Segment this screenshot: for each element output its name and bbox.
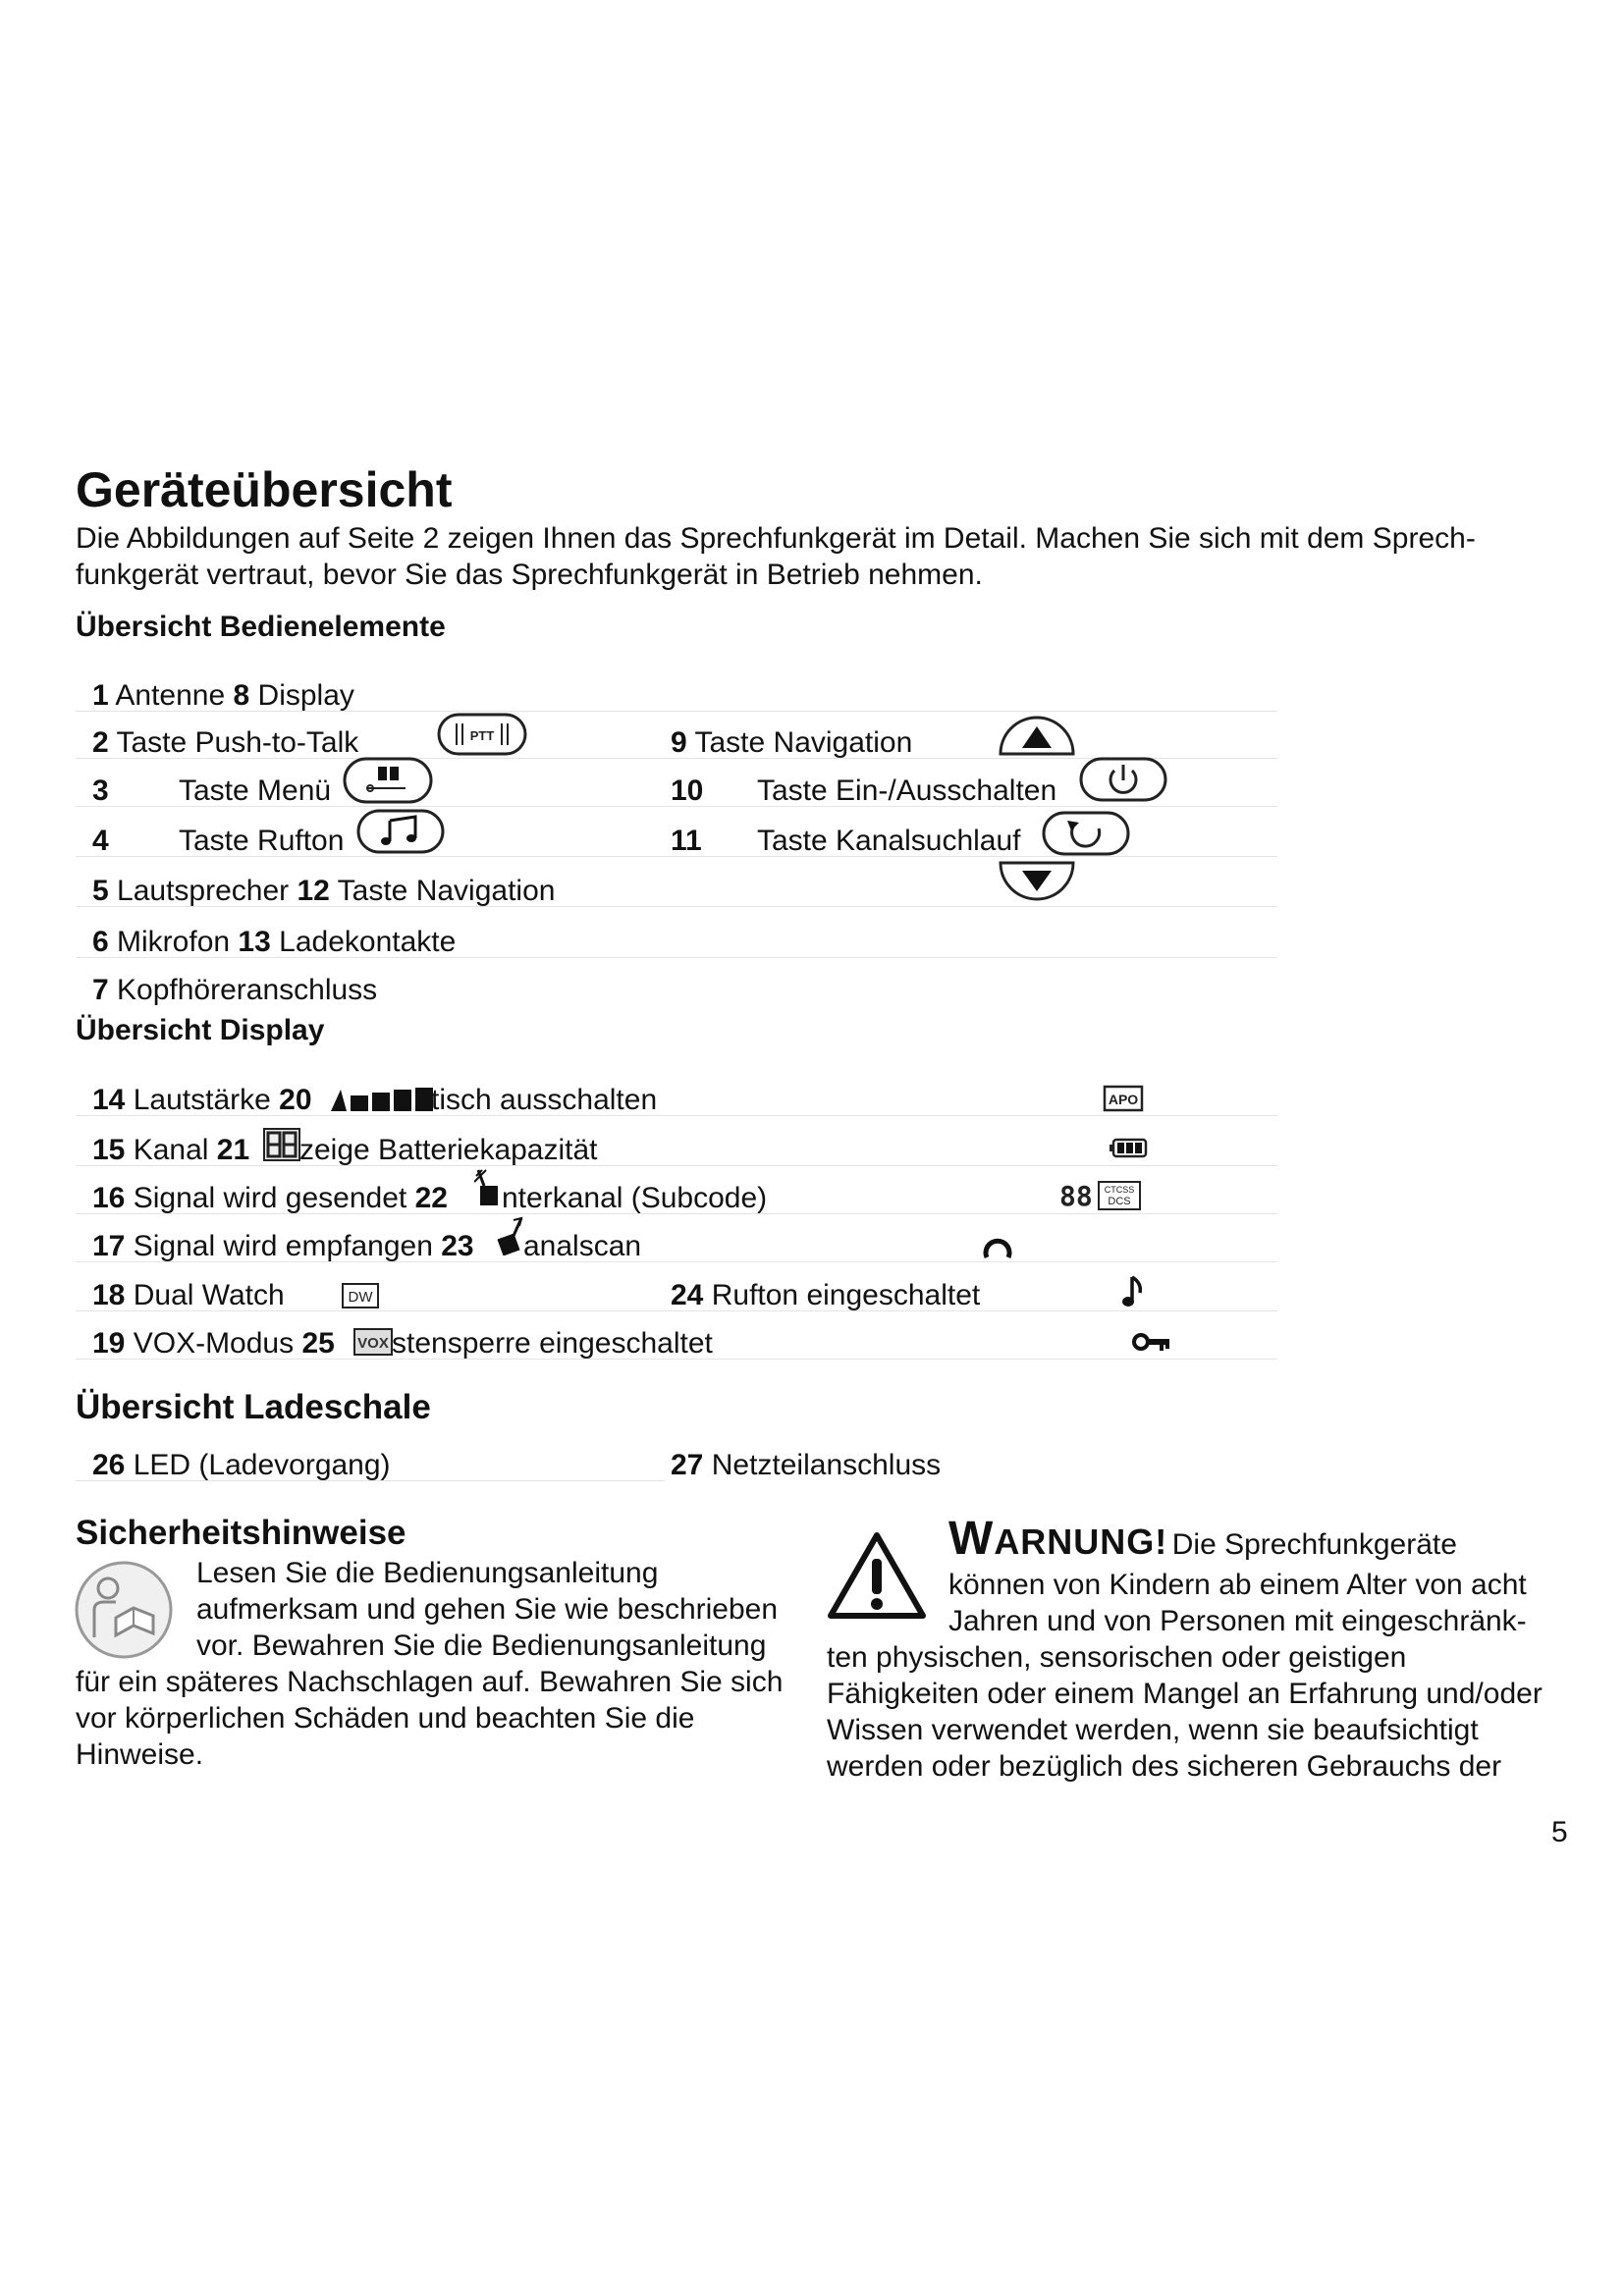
controls-row-5: 5 Lautsprecher 12 Taste Navigation — [76, 873, 1277, 907]
svg-text:DW: DW — [348, 1289, 373, 1306]
channel-scan-button-icon — [1042, 811, 1130, 856]
display-heading: Übersicht Display — [76, 1014, 325, 1046]
charger-item-27: 27 Netzteilanschluss — [671, 1449, 942, 1481]
display-row-1: 14 Lautstärke 20 tisch ausschalten APO — [76, 1082, 1277, 1116]
safety-line-1: Lesen Sie die Bedienungsanleitung — [196, 1557, 659, 1589]
svg-text:PTT: PTT — [469, 728, 495, 743]
controls-heading: Übersicht Bedienelemente — [76, 611, 446, 643]
safety-heading: Sicherheitshinweise — [76, 1514, 406, 1552]
warning-line-5: Fähigkeiten oder einem Mangel an Erfahrung und/oder — [827, 1678, 1543, 1710]
warning-triangle-icon — [827, 1531, 927, 1620]
safety-line-6: Hinweise. — [76, 1738, 204, 1771]
receive-signal-icon — [496, 1214, 525, 1255]
safety-line-2: aufmerksam und gehen Sie wie beschrieben — [196, 1593, 779, 1626]
controls-row-4: 4 Taste Rufton 11 Taste Kanalsuchlauf — [76, 823, 1277, 857]
svg-text:DCS: DCS — [1108, 1196, 1131, 1207]
vox-icon — [353, 1327, 393, 1357]
warning-line-2: können von Kindern ab einem Alter von acht — [948, 1569, 1527, 1601]
dual-watch-icon — [341, 1282, 380, 1309]
display-row-2: 15 Kanal 21 zeige Batteriekapazität — [76, 1132, 1277, 1166]
page-title: Geräteübersicht — [76, 462, 453, 517]
subcode-icon — [1057, 1180, 1142, 1211]
controls-row-6: 6 Mikrofon 13 Ladekontakte — [76, 924, 1277, 958]
display-row-4: 17 Signal wird empfangen 23 analscan — [76, 1228, 1277, 1262]
scan-icon — [981, 1234, 1014, 1261]
svg-text:VOX: VOX — [357, 1335, 389, 1352]
svg-text:APO: APO — [1108, 1092, 1139, 1107]
warning-word: WARNUNG! — [948, 1513, 1168, 1565]
display-row-3: 16 Signal wird gesendet 22 nterkanal (Subcode) 88 CTCSS DCS — [76, 1180, 1277, 1214]
controls-row-2: 2 Taste Push-to-Talk PTT 9 Taste Navigation — [76, 724, 1277, 759]
warning-line-3: Jahren und von Personen mit eingeschränk- — [948, 1605, 1527, 1637]
apo-icon — [1103, 1084, 1144, 1113]
intro-paragraph: Die Abbildungen auf Seite 2 zeigen Ihnen das Sprechfunkgerät im Detail. Machen Sie sich mit dem Sprech- funkgerät vertraut, bevor Sie das Sprechfunkgerät in Betrieb nehmen. — [76, 522, 1476, 591]
navigation-up-icon — [997, 715, 1077, 758]
controls-row-3: 3 Taste Menü 10 Taste Ein-/Ausschalten — [76, 773, 1277, 807]
volume-bars-icon — [329, 1086, 435, 1113]
read-manual-icon — [73, 1559, 175, 1661]
channel-digits-icon — [263, 1128, 300, 1161]
safety-line-3: vor. Bewahren Sie die Bedienungsanleitung — [196, 1629, 767, 1662]
svg-text:CTCSS: CTCSS — [1104, 1185, 1135, 1195]
page-number: 5 — [1551, 1816, 1568, 1848]
safety-line-4: für ein späteres Nachschlagen auf. Bewahren Sie sich — [76, 1666, 784, 1698]
key-lock-icon — [1132, 1331, 1171, 1353]
charger-heading: Übersicht Ladeschale — [76, 1388, 431, 1426]
safety-line-5: vor körperlichen Schäden und beachten Sie die — [76, 1702, 695, 1735]
charger-row: 26 LED (Ladevorgang) — [76, 1447, 665, 1481]
warning-line-6: Wissen verwendet werden, wenn sie beaufsichtigt — [827, 1714, 1479, 1746]
ringtone-button-icon — [356, 809, 445, 854]
navigation-down-icon — [997, 859, 1077, 902]
svg-text:88: 88 — [1059, 1180, 1093, 1211]
warning-line-4: ten physischen, sensorischen oder geistigen — [827, 1641, 1407, 1674]
ringtone-note-icon — [1120, 1273, 1146, 1308]
ptt-button-icon — [437, 713, 527, 756]
display-row-6: 19 VOX-Modus 25 VOX stensperre eingeschaltet — [76, 1325, 1277, 1360]
menu-button-icon — [343, 757, 433, 804]
controls-row-7: 7 Kopfhöreranschluss — [92, 974, 378, 1006]
transmit-signal-icon — [474, 1166, 502, 1207]
warning-first-line: WARNUNG! Die Sprechfunkgeräte — [948, 1513, 1457, 1565]
power-button-icon — [1079, 757, 1167, 802]
warning-line-7: werden oder bezüglich des sicheren Gebrauchs der — [827, 1750, 1502, 1783]
controls-row-1: 1 Antenne 8 Display — [76, 677, 1277, 712]
battery-icon — [1109, 1138, 1148, 1159]
display-row-5: 18 Dual Watch DW 24 Rufton eingeschaltet — [76, 1277, 1277, 1311]
